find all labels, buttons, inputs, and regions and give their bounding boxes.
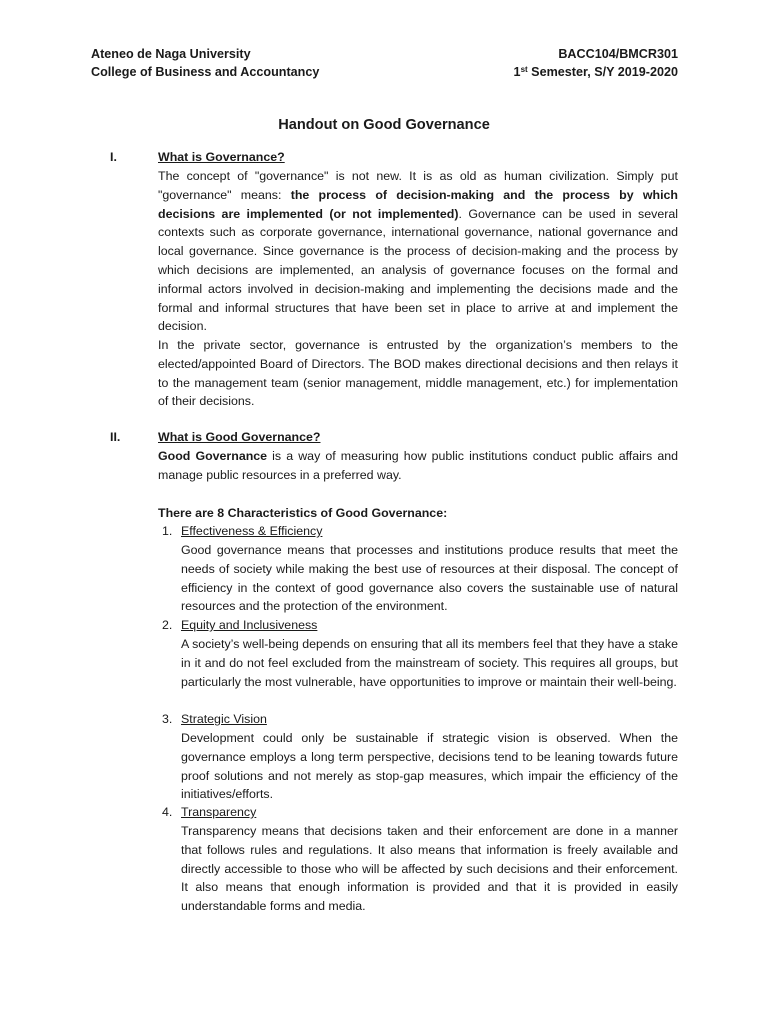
list-item-body: Transparency means that decisions taken and their enforcement are done in a manner that follows rules and regulations. It also means that information is freely available and directly accessible to those who will be affected by such decisions and their enforcement. It also means that enough information is provided and that it is provided in easily understandable forms and media. — [181, 824, 678, 914]
header-right — [514, 45, 678, 81]
semester-ordinal: st — [520, 65, 528, 74]
section-1-number: I. — [110, 150, 117, 164]
good-governance-term: Good Governance — [158, 449, 268, 463]
course-code: BACC104/BMCR301 — [558, 47, 678, 61]
characteristics-intro: There are 8 Characteristics of Good Governance: — [158, 506, 448, 520]
list-item-number: 3. — [162, 712, 173, 726]
section-2-heading: What is Good Governance? — [158, 430, 321, 444]
list-item-number: 1. — [162, 524, 173, 538]
governance-definition: the process of decision-making and the process by which decisions are implemented (or not implemented) — [158, 187, 678, 221]
list-item-title: Transparency — [181, 805, 257, 819]
college-name: College of Business and Accountancy — [91, 65, 320, 79]
semester-text: Semester, S/Y 2019-2020 — [527, 65, 678, 79]
list-item-title: Equity and Inclusiveness — [181, 618, 318, 632]
list-item-body: Good governance means that processes and institutions produce results that meet the needs of society while making the best use of resources at their disposal. The concept of efficiency in the context of good governance also covers the sustainable use of natural resources and the protection of the environment. — [181, 543, 678, 614]
paragraph-text: The concept of "governance" is not new. It is as old as human civilization. Simply put "governance" means: — [158, 169, 678, 202]
semester-line — [514, 63, 678, 81]
university-name: Ateneo de Naga University — [91, 47, 251, 61]
semester-number: 1 — [513, 65, 521, 79]
paragraph-text: is a way of measuring how public institutions conduct public affairs and manage public resources in a preferred way. — [158, 449, 678, 482]
document-title: Handout on Good Governance — [278, 117, 490, 133]
paragraph-text: . Governance can be used in several contexts such as corporate governance, international governance, national governance and local governance. Since governance is the process of decision-making and the process by which decisions are implemented, an analysis of governance focuses on the formal and informal actors involved in decision-making and implementing the decisions made and the formal and informal structures that have been set in place to arrive at and implement the decision. — [158, 206, 678, 334]
list-item-number: 2. — [162, 618, 173, 632]
list-item-body: A society’s well-being depends on ensuring that all its members feel that they have a stake in it and do not feel excluded from the mainstream of society. This requires all groups, but particularly the most vulnerable, have opportunities to improve or maintain their well-being. — [181, 637, 678, 689]
section-2-paragraph-1 — [158, 447, 678, 485]
header-left — [91, 45, 319, 81]
list-item-title: Effectiveness & Efficiency — [181, 524, 323, 538]
list-item-title: Strategic Vision — [181, 712, 267, 726]
section-1-paragraph-2: In the private sector, governance is entrusted by the organization’s members to the elected/appointed Board of Directors. The BOD makes directional decisions and then relays it to the management team (senior management, middle management, etc.) for implementation of their decisions. — [158, 338, 678, 409]
section-1-paragraph-1 — [158, 167, 678, 336]
list-item-number: 4. — [162, 805, 173, 819]
list-item-body: Development could only be sustainable if strategic vision is observed. When the governance employs a long term perspective, decisions tend to be leaning towards future proof solutions and not merely as stop-gap measures, which impair the efficiency of the initiatives/efforts. — [181, 731, 678, 802]
section-1-heading: What is Governance? — [158, 150, 285, 164]
section-2-number: II. — [110, 430, 121, 444]
